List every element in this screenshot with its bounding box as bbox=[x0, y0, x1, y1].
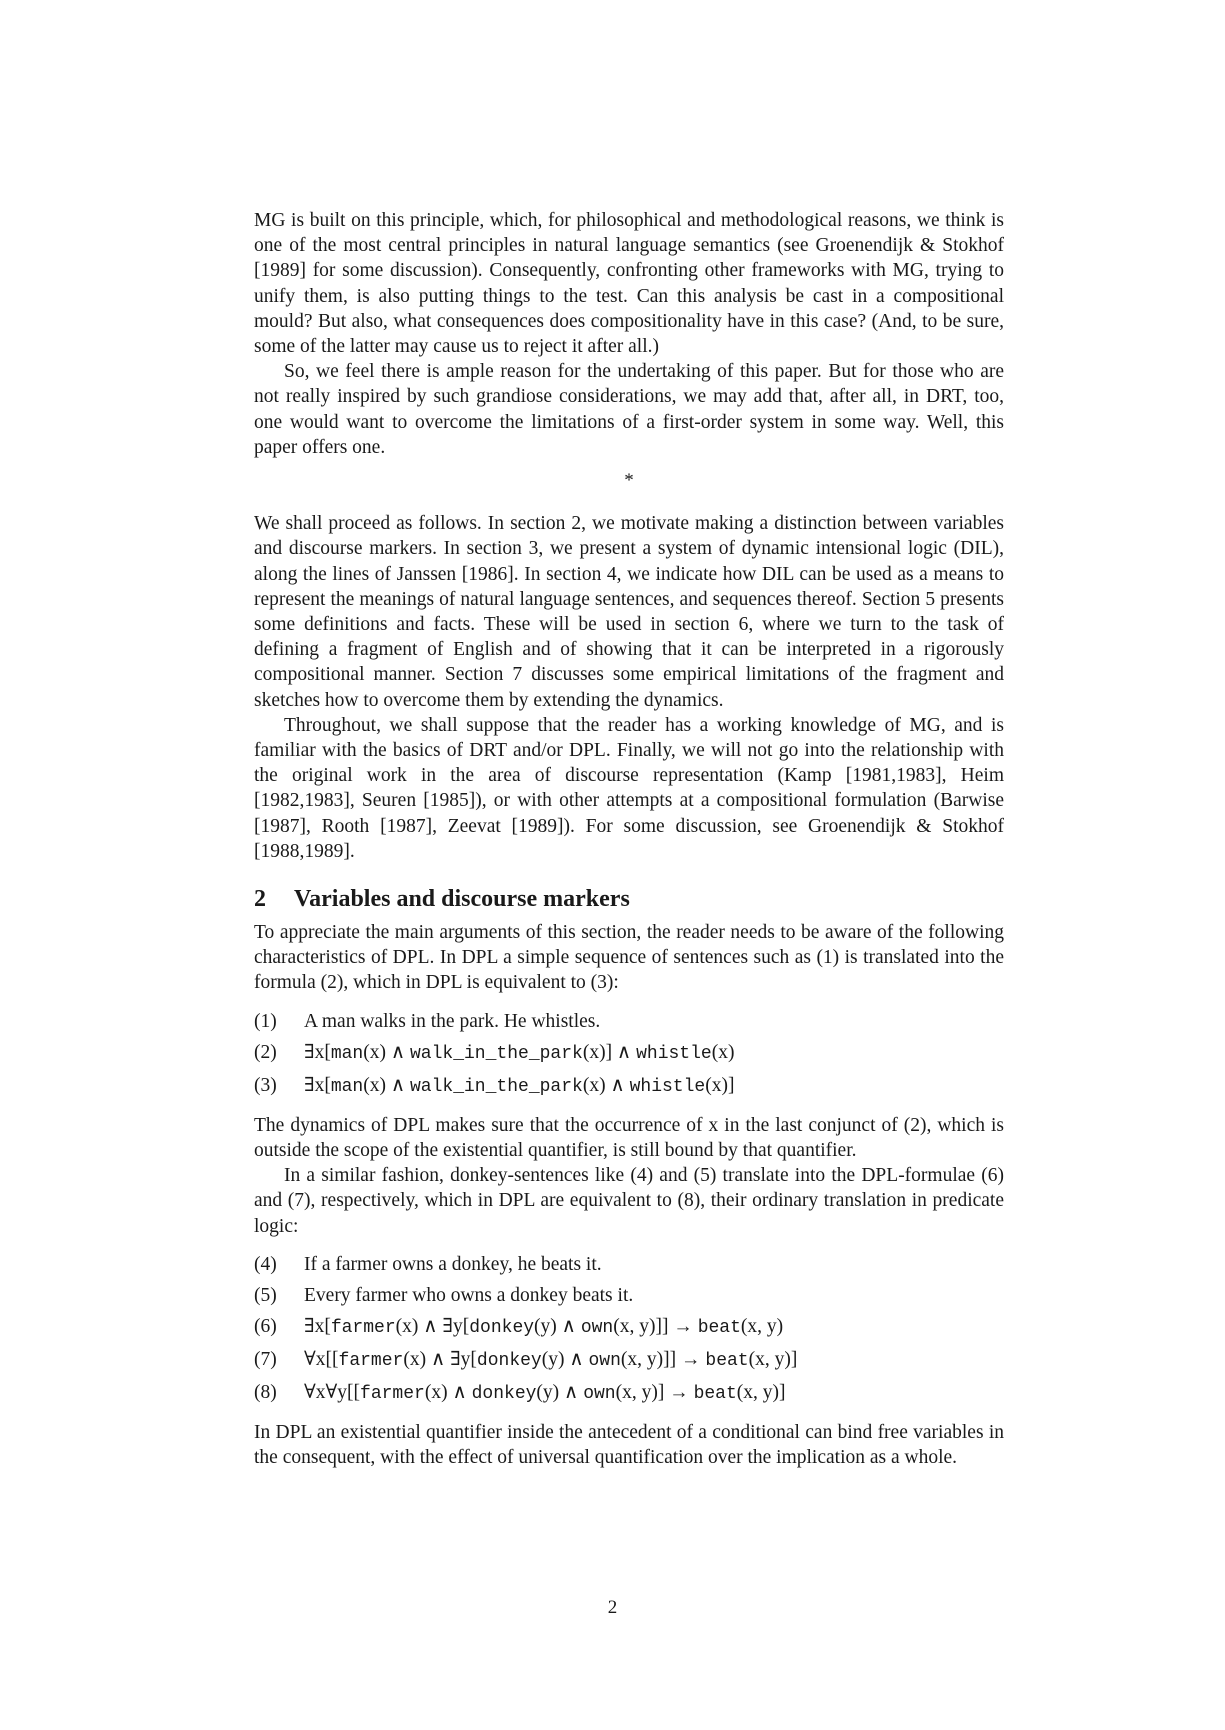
example-number: (6) bbox=[254, 1315, 277, 1337]
example-number: (7) bbox=[254, 1348, 277, 1370]
predicate-name: own bbox=[583, 1383, 616, 1404]
paragraph-plan-1: We shall proceed as follows. In section 2, we motivate making a distinction between variables and discourse markers. In section 3, we present a system of dynamic intensional logic (DIL), along the lines of Janssen [1986]. In section 4, we indicate how DIL can be used as a means to represent the meanings of natural language sentences, and sequences thereof. Section 5 presents some definitions and facts. These will be used in section 6, where we turn to the task of defining a fragment of English and of showing that it can be interpreted in a rigorously compositional manner. Section 7 discusses some empirical limitations of the fragment and sketches how to overcome them by extending the dynamics. bbox=[254, 513, 1004, 711]
predicate-name: man bbox=[330, 1076, 364, 1097]
predicate-name: donkey bbox=[469, 1317, 535, 1338]
example-formula: ∃x[man(x) ∧ walk_in_the_park(x) ∧ whistle(x)] bbox=[304, 1074, 735, 1097]
example-item bbox=[254, 1006, 1004, 1037]
example-item bbox=[254, 1311, 1004, 1344]
paragraph-intro-1: MG is built on this principle, which, for philosophical and methodological reasons, we think is one of the most central principles in natural language semantics (see Groenendijk & Stokhof [1989] for some discussion). Consequently, confronting other frameworks with MG, trying to unify them, is also putting things to the test. Can this analysis be cast in a compositional mould? But also, what consequences does compositionality have in this case? (And, to be sure, some of the latter may cause us to reject it after all.) bbox=[254, 210, 1004, 358]
page-body bbox=[254, 208, 1004, 1470]
predicate-name: farmer bbox=[360, 1383, 425, 1404]
example-formula: ∃x[farmer(x) ∧ ∃y[donkey(y) ∧ own(x, y)]] → beat(x, y) bbox=[304, 1315, 784, 1338]
predicate-name: own bbox=[588, 1350, 621, 1371]
section-heading bbox=[254, 884, 1004, 914]
predicate-name: own bbox=[580, 1317, 614, 1338]
example-number: (5) bbox=[254, 1284, 277, 1306]
predicate-name: walk_in_the_park bbox=[410, 1076, 583, 1097]
section-number: 2 bbox=[254, 886, 266, 913]
predicate-name: farmer bbox=[338, 1350, 404, 1371]
example-formula: ∀x[[farmer(x) ∧ ∃y[donkey(y) ∧ own(x, y)]] → beat(x, y)] bbox=[304, 1348, 798, 1371]
section-separator: * bbox=[624, 470, 634, 492]
predicate-name: beat bbox=[693, 1383, 737, 1404]
example-item bbox=[254, 1377, 1004, 1410]
example-text: Every farmer who owns a donkey beats it. bbox=[304, 1284, 634, 1306]
paragraph-final: In DPL an existential quantifier inside the antecedent of a conditional can bind free variables in the consequent, with the effect of universal quantification over the implication as a whole. bbox=[254, 1421, 1004, 1468]
predicate-name: farmer bbox=[330, 1317, 396, 1338]
predicate-name: donkey bbox=[471, 1383, 537, 1404]
paragraph-intro-2: So, we feel there is ample reason for the undertaking of this paper. But for those who are not really inspired by such grandiose considerations, we may add that, after all, in DRT, too, one would want to overcome the limitations of a first-order system in some way. Well, this paper offers one. bbox=[254, 361, 1004, 458]
example-text: A man walks in the park. He whistles. bbox=[304, 1010, 601, 1032]
example-item bbox=[254, 1280, 1004, 1311]
predicate-name: man bbox=[330, 1043, 364, 1064]
example-formula: ∀x∀y[[farmer(x) ∧ donkey(y) ∧ own(x, y)] → beat(x, y)] bbox=[304, 1381, 786, 1404]
example-item bbox=[254, 1344, 1004, 1377]
example-formula: ∃x[man(x) ∧ walk_in_the_park(x)] ∧ whistle(x) bbox=[304, 1041, 735, 1064]
example-number: (3) bbox=[254, 1074, 277, 1096]
example-number: (8) bbox=[254, 1381, 277, 1403]
examples-group-a bbox=[254, 1006, 1004, 1103]
paragraph-donkey: In a similar fashion, donkey-sentences like (4) and (5) translate into the DPL-formulae (6) and (7), respectively, which in DPL are equivalent to (8), their ordinary translation in predicate logic: bbox=[254, 1165, 1004, 1237]
predicate-name: donkey bbox=[476, 1350, 542, 1371]
predicate-name: walk_in_the_park bbox=[410, 1043, 583, 1064]
section-intro-paragraph: To appreciate the main arguments of this section, the reader needs to be aware of the following characteristics of DPL. In DPL a simple sequence of sentences such as (1) is translated into the formula (2), which in DPL is equivalent to (3): bbox=[254, 922, 1004, 994]
predicate-name: beat bbox=[705, 1350, 749, 1371]
predicate-name: whistle bbox=[629, 1076, 706, 1097]
example-item bbox=[254, 1249, 1004, 1280]
paragraph-plan-2: Throughout, we shall suppose that the reader has a working knowledge of MG, and is familiar with the basics of DRT and/or DPL. Finally, we will not go into the relationship with the original work in the area of discourse representation (Kamp [1981,1983], Heim [1982,1983], Seuren [1985]), or with other attempts at a compositional formulation (Barwise [1987], Rooth [1987], Zeevat [1989]). For some discussion, see Groenendijk & Stokhof [1988,1989]. bbox=[254, 714, 1004, 862]
section-title-text: Variables and discourse markers bbox=[294, 886, 630, 913]
example-item bbox=[254, 1037, 1004, 1070]
predicate-name: beat bbox=[697, 1317, 741, 1338]
example-text: If a farmer owns a donkey, he beats it. bbox=[304, 1253, 602, 1275]
page-number: 2 bbox=[607, 1597, 618, 1618]
paragraph-dynamics: The dynamics of DPL makes sure that the occurrence of x in the last conjunct of (2), which is outside the scope of the existential quantifier, is still bound by that quantifier. bbox=[254, 1114, 1004, 1161]
example-number: (2) bbox=[254, 1041, 277, 1063]
predicate-name: whistle bbox=[636, 1043, 712, 1064]
example-item bbox=[254, 1070, 1004, 1103]
example-number: (4) bbox=[254, 1253, 277, 1275]
examples-group-b bbox=[254, 1249, 1004, 1410]
example-number: (1) bbox=[254, 1010, 277, 1032]
